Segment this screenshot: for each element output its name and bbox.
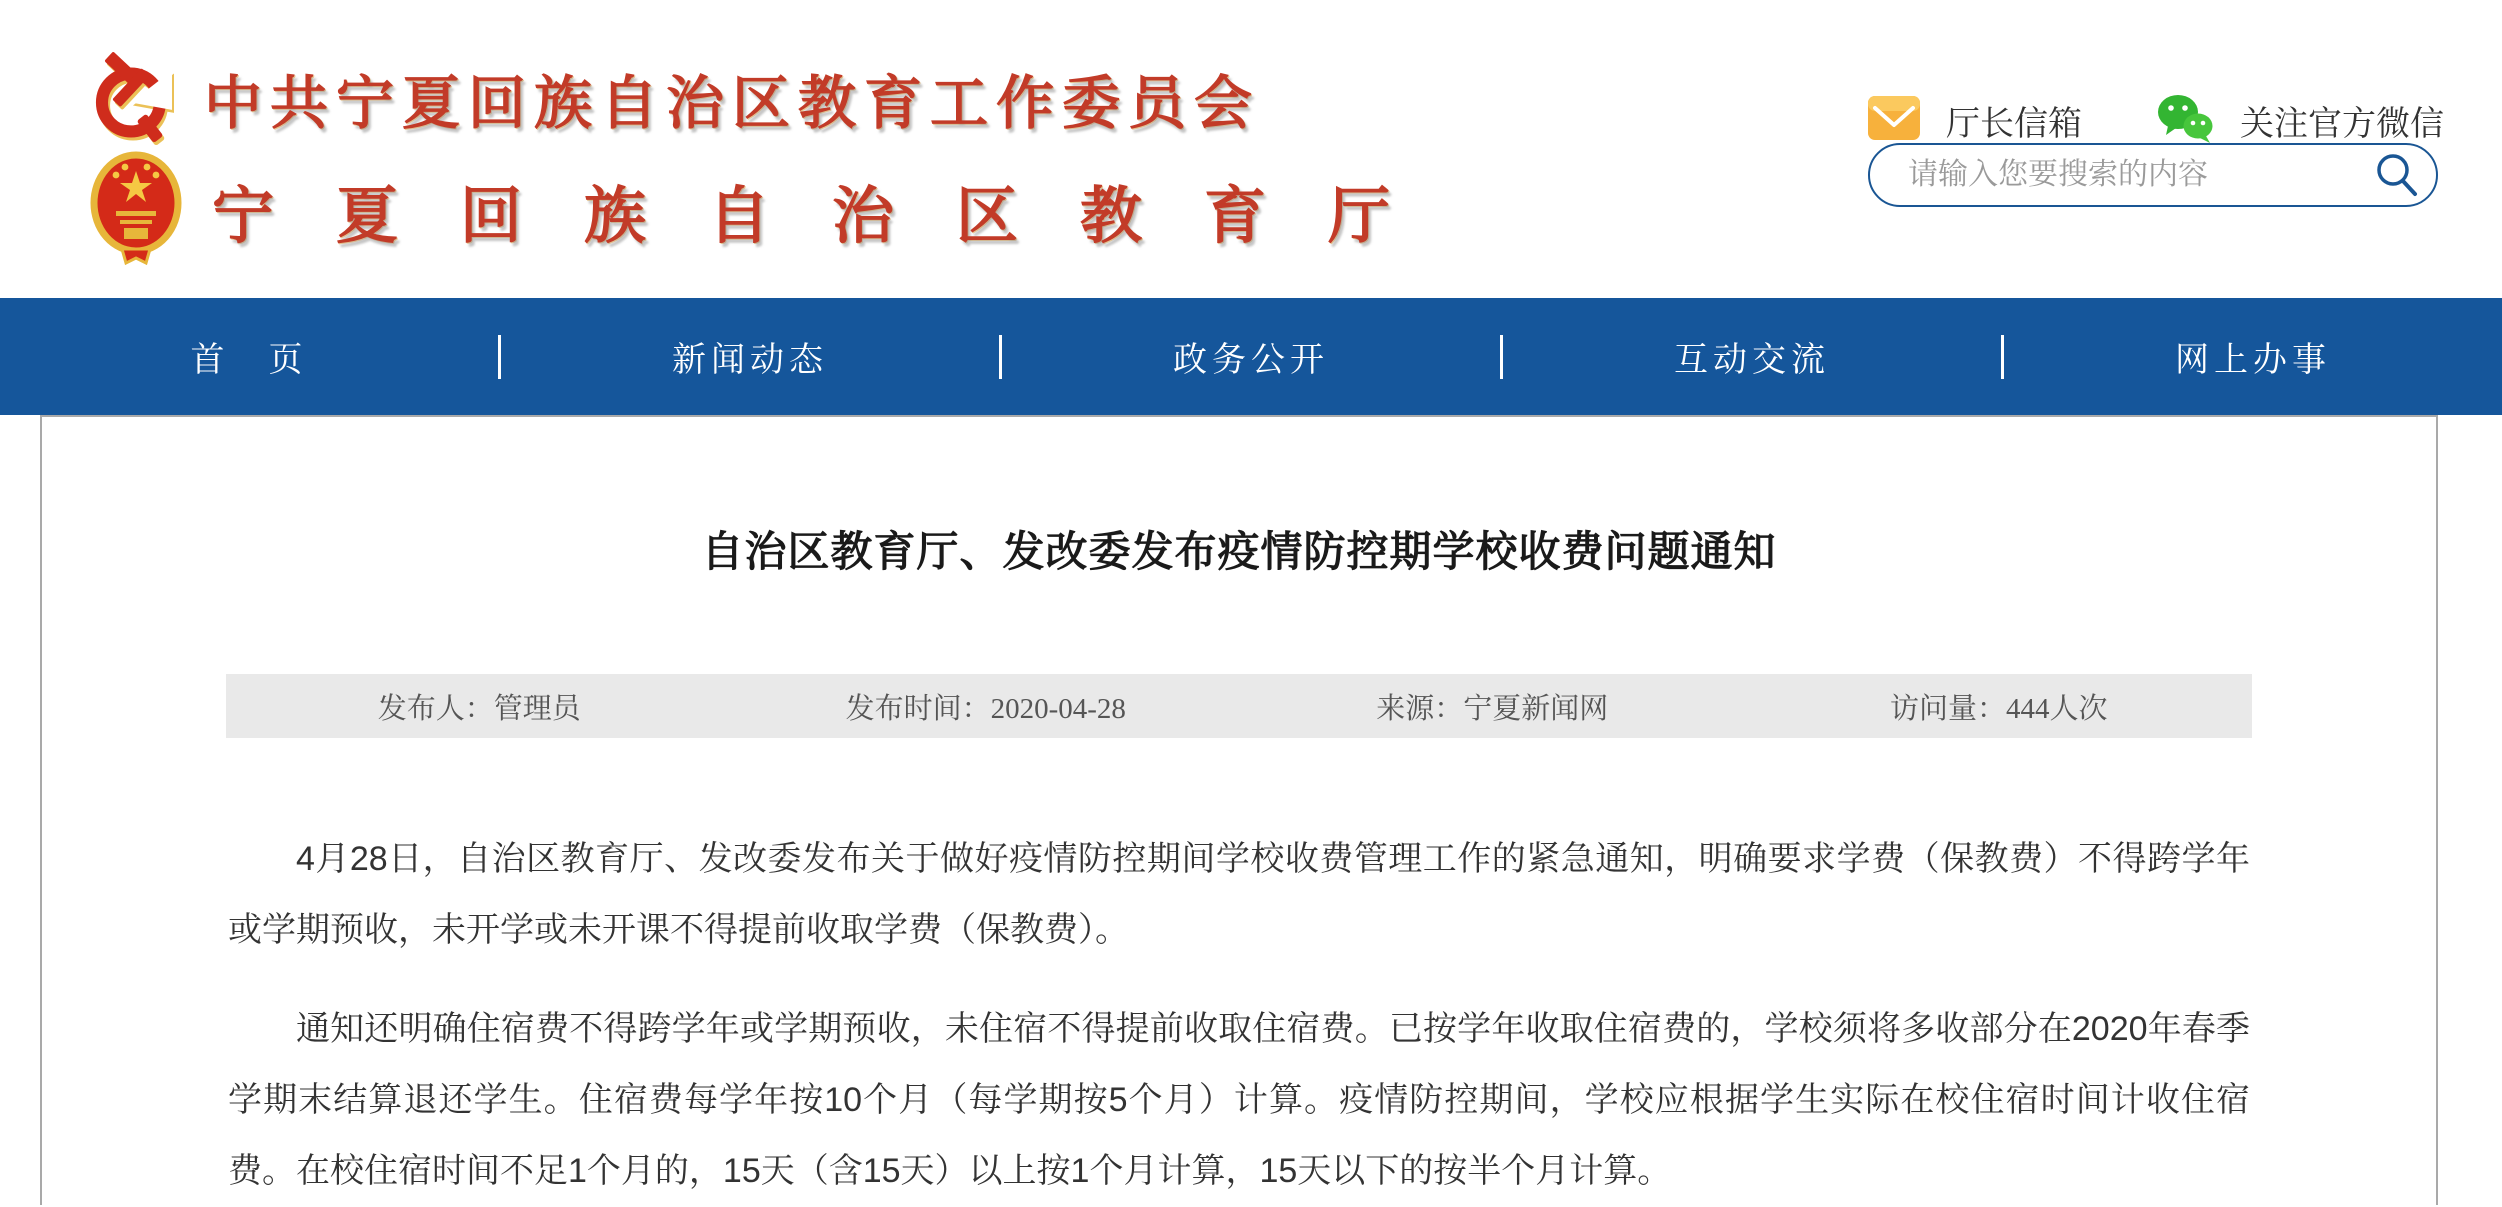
- meta-source-label: 来源：: [1376, 692, 1464, 725]
- article-meta-bar: [226, 674, 2252, 738]
- meta-source: [1239, 686, 1746, 727]
- party-emblem-icon: [88, 47, 172, 150]
- meta-publish-date-label: 发布时间：: [845, 692, 991, 725]
- meta-visit-count-value: 444人次: [2006, 692, 2108, 725]
- org-banner-department: [88, 150, 1452, 270]
- search-input[interactable]: [1870, 158, 2370, 192]
- meta-publisher: [226, 686, 733, 727]
- article-title: 自治区教育厅、发改委发布疫情防控期学校收费问题通知: [701, 530, 1777, 576]
- wechat-link[interactable]: [2156, 93, 2444, 148]
- nav-item-gov-info[interactable]: 政务公开: [1173, 342, 1329, 379]
- mailbox-link[interactable]: [1868, 96, 2082, 145]
- article-paragraph: 通知还明确住宿费不得跨学年或学期预收，未住宿不得提前收取住宿费。已按学年收取住宿费的，学校须将多收部分在2020年春季学期末结算退还学生。住宿费每学年按10个月（每学期按5个月）计算。疫情防控期间，学校应根据学生实际在校住宿时间计收住宿费。在校住宿时间不足1个月的，15天（含15天）以上按1个月计算，15天以下的按半个月计算。: [228, 1010, 2250, 1190]
- national-emblem-icon: [88, 149, 184, 272]
- org-title-committee: 中共宁夏回族自治区教育工作委员会: [204, 71, 1261, 136]
- search-box: [1868, 143, 2438, 207]
- mailbox-link-label: 厅长信箱: [1946, 105, 2082, 143]
- article-paragraph: 4月28日，自治区教育厅、发改委发布关于做好疫情防控期间学校收费管理工作的紧急通知，明确要求学费（保教费）不得跨学年或学期预收，未开学或未开课不得提前收取学费（保教费）。: [228, 840, 2250, 949]
- meta-publish-date: [733, 686, 1240, 727]
- search-button[interactable]: [2370, 149, 2422, 201]
- wechat-icon: [2156, 93, 2214, 148]
- meta-publisher-label: 发布人：: [377, 692, 494, 725]
- main-nav: [0, 298, 2502, 415]
- wechat-link-label: 关注官方微信: [2240, 105, 2444, 143]
- magnifier-icon: [2372, 186, 2420, 201]
- site-header: [0, 0, 2502, 298]
- nav-item-news[interactable]: 新闻动态: [672, 342, 828, 379]
- nav-item-home[interactable]: 首 页: [190, 342, 308, 379]
- meta-publisher-value: 管理员: [493, 692, 581, 725]
- envelope-icon: [1868, 96, 1920, 145]
- meta-visit-count: [1746, 686, 2253, 727]
- nav-item-interact[interactable]: 互动交流: [1674, 342, 1830, 379]
- org-banner-committee: [88, 48, 1260, 148]
- header-quick-links: [1868, 92, 2442, 148]
- article-card: [40, 415, 2438, 1205]
- meta-publish-date-value: 2020-04-28: [990, 692, 1126, 725]
- meta-visit-count-label: 访问量：: [1889, 692, 2006, 725]
- meta-source-value: 宁夏新闻网: [1463, 692, 1609, 725]
- nav-item-services[interactable]: 网上办事: [2175, 342, 2331, 379]
- org-title-department: 宁夏回族自治区教育厅: [212, 182, 1453, 251]
- article-body: [228, 824, 2250, 1207]
